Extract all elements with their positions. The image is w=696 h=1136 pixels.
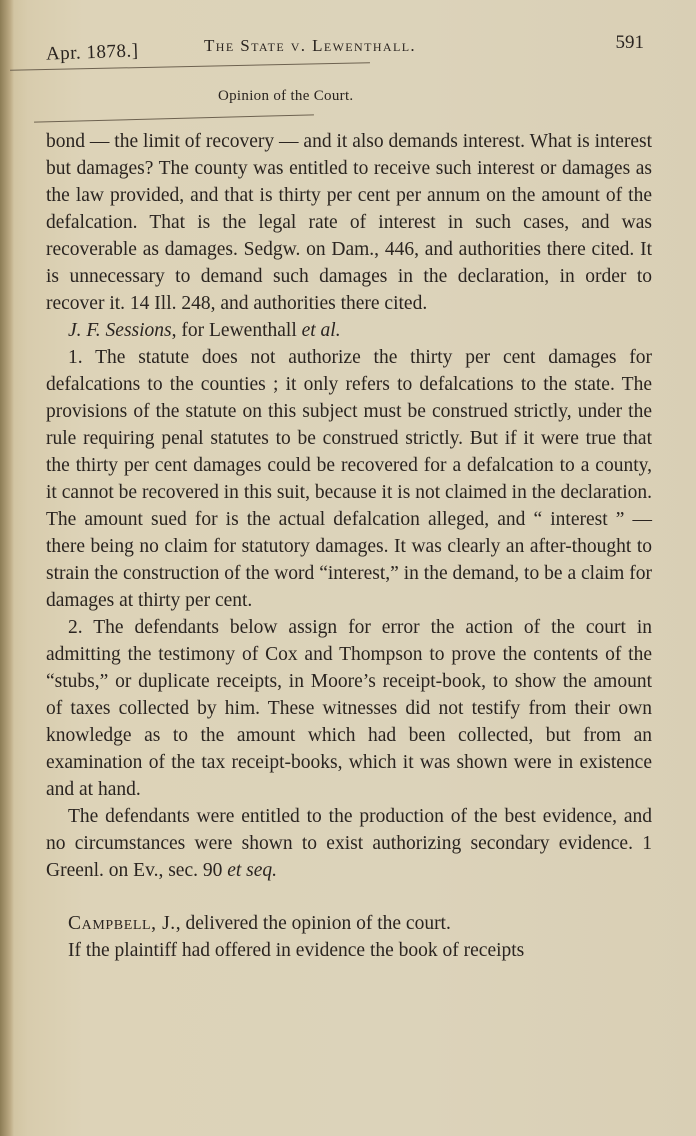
judge-name: Campbell, J. <box>68 913 176 934</box>
paragraph-gap <box>46 884 652 910</box>
best-evidence-text: The defendants were entitled to the production of the best evidence, and no circumstances were shown to exist authorizing secondary evidence. 1 Greenl. on Ev., sec. 90 <box>46 806 652 881</box>
counsel-for: , for Lewenthall <box>171 320 302 341</box>
subheading: Opinion of the Court. <box>218 88 354 104</box>
paragraph-point-2: 2. The defendants below assign for error the action of the court in admitting the testimony of Cox and Thompson to prove the contents of the “stubs,” or duplicate receipts, in Moore’s receipt-book, to show the amount of taxes collected by him. These witnesses did not testify from their own knowledge as to the amount which had been collected, but from an examination of the tax receipt-books, which it was shown were in existence and at hand. <box>46 617 652 800</box>
body-text <box>46 128 652 964</box>
running-header <box>46 28 650 84</box>
et-seq: et seq. <box>227 860 278 881</box>
page-gutter-shadow <box>0 0 14 1136</box>
header-date: Apr. 1878.] <box>45 40 139 65</box>
opinion-intro-text: , delivered the opinion of the court. <box>175 913 451 934</box>
paragraph-opinion-intro <box>46 910 652 937</box>
paragraph-best-evidence <box>46 803 652 884</box>
header-case-title: The State v. Lewenthall. <box>204 36 417 55</box>
subheading-rule <box>34 114 314 122</box>
counsel-name: J. F. Sessions <box>68 320 172 341</box>
paragraph-continuation: bond — the limit of recovery — and it also demands interest. What is interest but damages? The county was entitled to receive such interest or damages as the law provided, and that is thirty per cent per annum on the amount of the defalcation. That is the legal rate of interest in such cases, and was recoverable as damages. Sedgw. on Dam., 446, and authorities there cited. It is unnecessary to demand such damages in the declaration, in order to recover it. 14 Ill. 248, and authorities there cited. <box>46 131 652 314</box>
page-number: 591 <box>615 32 644 53</box>
paragraph-point-1: 1. The statute does not authorize the thirty per cent damages for defalcations to the counties ; it only refers to defalcations to the state. The provisions of the statute on this subject must be construed strictly, under the rule requiring penal statutes to be construed strictly. But if it were true that the thirty per cent damages could be recovered for a defalcation to a county, it cannot be recovered in this suit, because it is not claimed in the declaration. The amount sued for is the actual defalcation alleged, and “ interest ” — there being no claim for statutory damages. It was clearly an after-thought to strain the construction of the word “interest,” in the demand, to be a claim for damages at thirty per cent. <box>46 347 652 611</box>
counsel-etal: et al. <box>301 320 341 341</box>
paragraph-counsel <box>46 317 652 344</box>
paragraph-opinion-start: If the plaintiff had offered in evidence the book of receipts <box>68 940 525 961</box>
